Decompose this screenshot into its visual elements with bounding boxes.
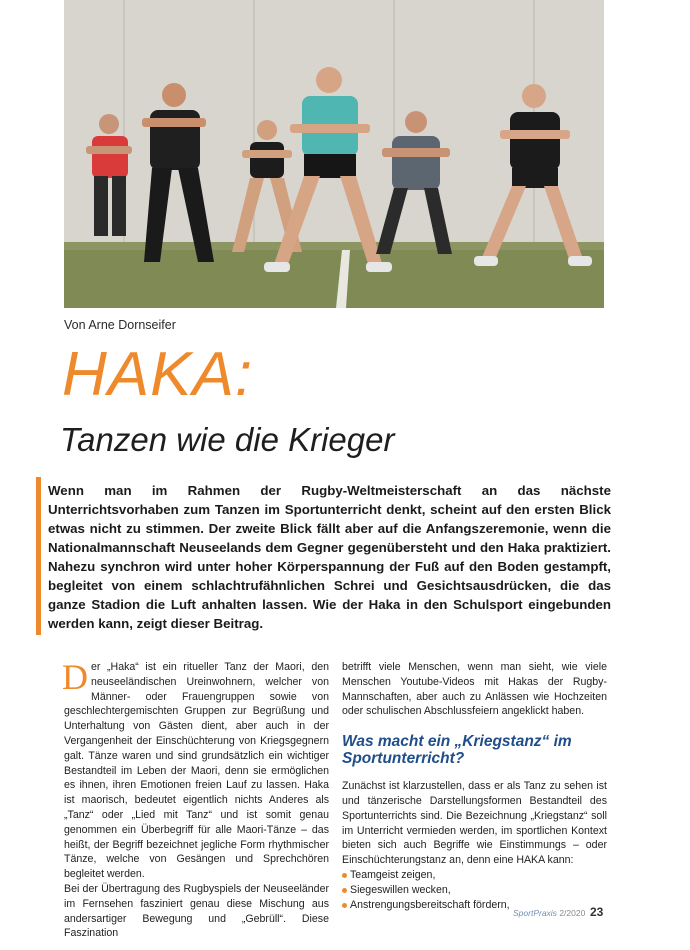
body-paragraph-4: Zunächst ist klarzustellen, dass er als Tanz zu sehen ist und tänzerische Darstellungsformen Bestandteil des Sportunterrichts sind. Die Bezeichnung „Kriegstanz“ soll im Unterricht vermieden werden, im sportlichen Kontext bieten sich auch Begriffe wie Einstimmungs – oder Einschüchterungstanz an, denn eine HAKA kann:: [342, 780, 607, 867]
bullet-list: [342, 868, 607, 912]
list-item: Siegeswillen wecken,: [342, 883, 607, 898]
hero-photo: [64, 0, 604, 308]
page-title: HAKA:: [62, 340, 254, 409]
dropcap: D: [62, 657, 88, 697]
list-item: Anstrengungsbereitschaft fördern,: [342, 898, 607, 913]
body-paragraph-3: betrifft viele Menschen, wenn man sieht, wie viele Menschen Youtube-Videos mit Hakas der Rugby-Mannschaften, aber auch zu Anlässen wie Hochzeiten oder schulischen Abschlussfeiern angeklickt haben.: [342, 661, 607, 718]
text-column-left: [62, 657, 329, 941]
publication-name: SportPraxis: [513, 908, 557, 918]
lead-paragraph: Wenn man im Rahmen der Rugby-Weltmeisterschaft an das nächste Unterrichtsvorhaben zum Tanzen im Sportunterricht denkt, scheint auf den ersten Blick etwas nicht zu stimmen. Der zweite Blick fällt aber auf die Anfangszeremonie, wenn die Nationalmannschaft Neuseelands dem Gegner gegenübersteht und den Haka praktiziert. Nahezu synchron wird unter hoher Körperspannung der Fuß auf den Boden gestampft, begleitet von einem schlachtrufähnlichen Schrei und Gesichtsausdrücken, die das ganze Stadion die Luft anhalten lassen. Wie der Haka in den Schulsport eingebunden werden kann, zeigt dieser Beitrag.: [48, 483, 611, 631]
page-number: 23: [590, 905, 604, 919]
text-column-right: [342, 660, 607, 912]
footer-publication: [513, 908, 585, 918]
author-byline: Von Arne Dornseifer: [64, 318, 176, 332]
list-item: Teamgeist zeigen,: [342, 868, 607, 883]
page-subtitle: Tanzen wie die Krieger: [60, 421, 395, 458]
body-paragraph-2: Bei der Übertragung des Rugbyspiels der Neuseeländer im Fernsehen fasziniert genau diese Mischung aus andersartiger Bewegung und „Gebrüll“. Diese Faszination: [64, 882, 329, 940]
section-heading: Was macht ein „Kriegstanz“ im Sportunterricht?: [342, 733, 572, 768]
issue-number: 2/2020: [559, 908, 586, 918]
lead-accent-bar: [36, 477, 41, 635]
intro-text: er „Haka“ ist ein ritueller Tanz der Maori, den neuseeländischen Ureinwohnern, welcher von Männer- oder Frauengruppen sowie von geschlechtergemischten Gruppen zur Begrüßung und Unterhaltung von Gästen dient, aber auch in der Vergangenheit der Einschüchterung von Kriegsgegnern galt. Tänze waren und sind grundsätzlich ein wichtiger Bestandteil im Leben der Maori, denn sie ermöglichen es ihnen, ihren Emotionen freien Lauf zu lassen. Haka ist maorisch, bedeutet eigentlich nichts Anderes als „Tanz“ oder „Lied mit Tanz“ und ist somit genau genommen ein Überbegriff für alle Maori-Tänze – das heißt, der Begriff bezeichnet jegliche Form rhythmischer Tänze, welche von Gesängen und Sprechchören begleitet werden.: [64, 661, 329, 881]
intro-paragraph: [62, 657, 329, 882]
